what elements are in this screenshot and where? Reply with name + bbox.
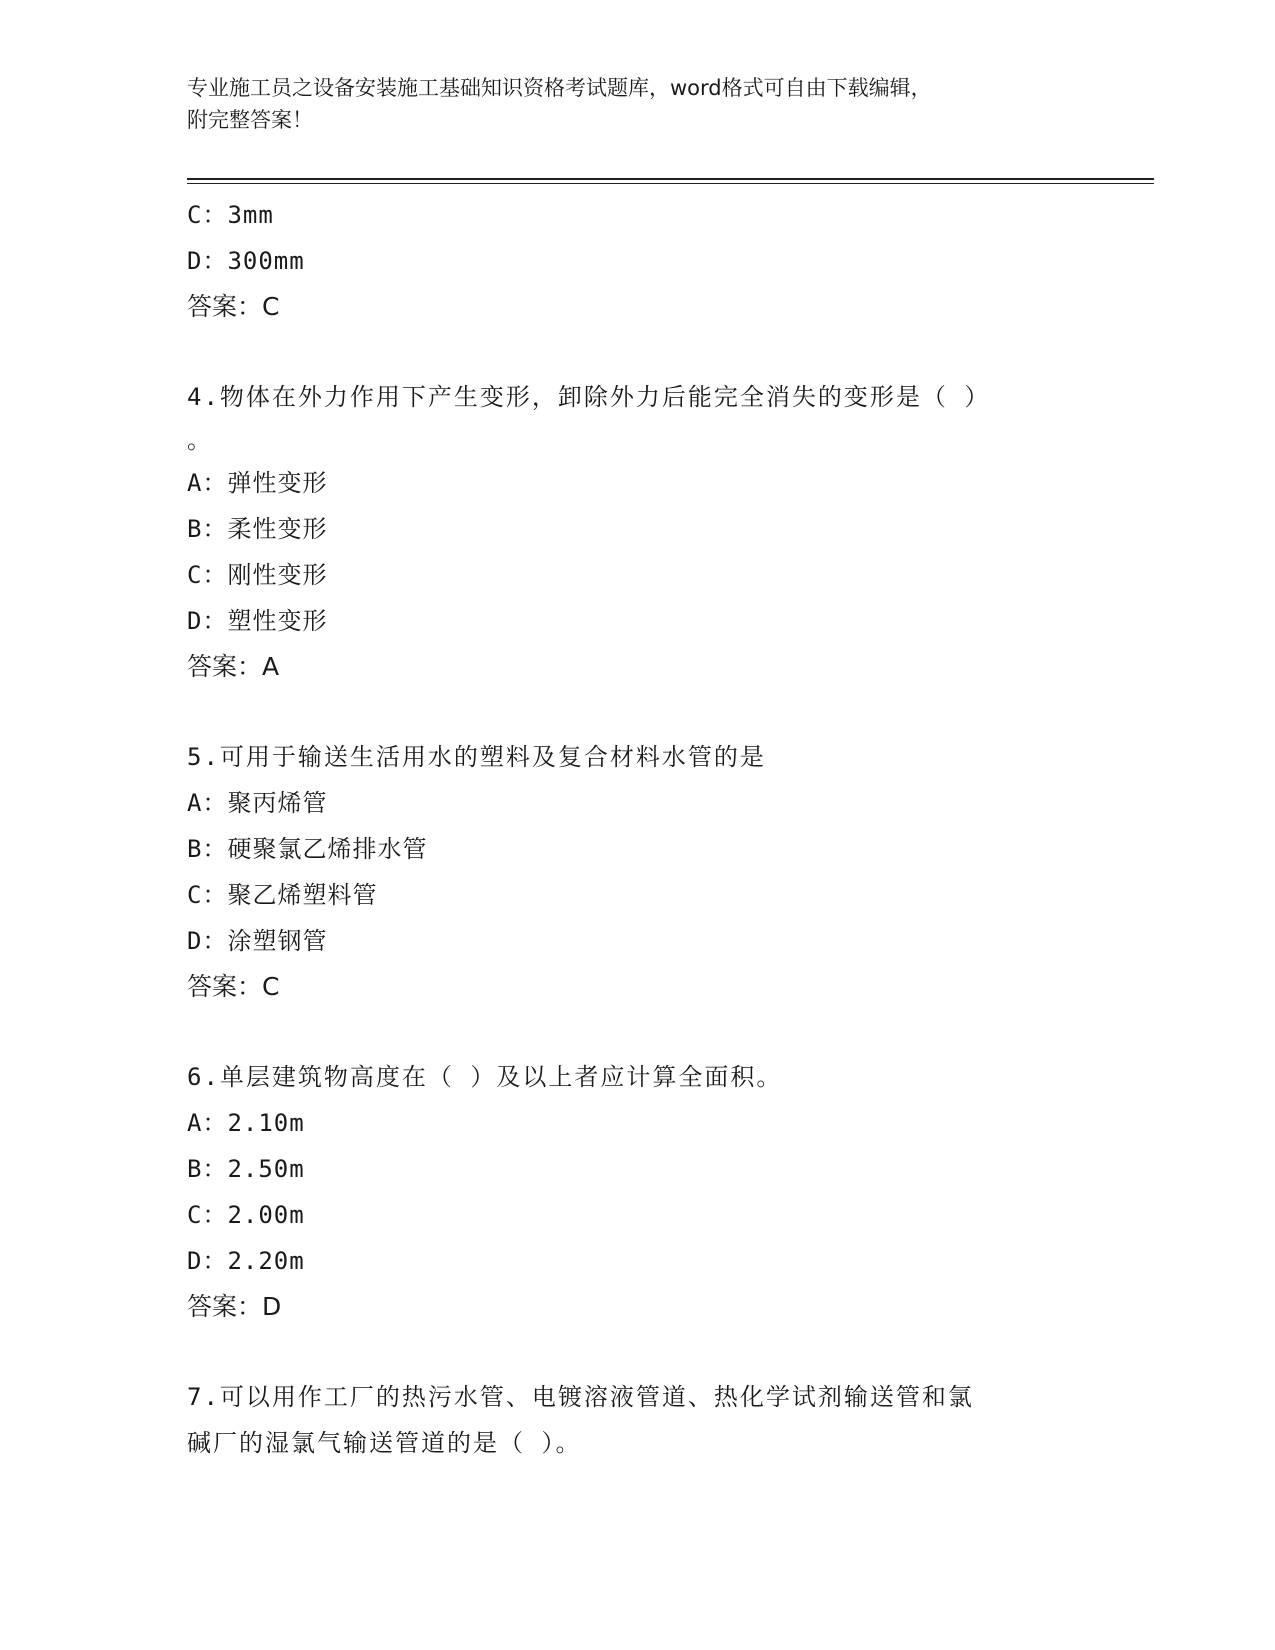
question-4 [187,374,1087,690]
question-stem: 6.单层建筑物高度在（ ）及以上者应计算全面积。 [187,1063,783,1091]
question-gap [187,1010,1087,1054]
question-gap [187,1330,1087,1374]
question-stem-continuation: 碱厂的湿氯气输送管道的是（ ）。 [187,1429,582,1457]
answer-line: 答案：C [187,972,280,1001]
option-c [187,192,1087,238]
header-line-2: 附完整答案！ [187,108,313,132]
option-text: 弹性变形 [227,469,328,497]
question-5 [187,734,1087,1010]
option-key: C： [187,1201,228,1229]
option-text: 2.10m [227,1109,305,1137]
option-c [187,1192,1087,1238]
question-stem: 5.可用于输送生活用水的塑料及复合材料水管的是 [187,743,766,771]
question-gap [187,690,1087,734]
question-stem: 4.物体在外力作用下产生变形，卸除外力后能完全消失的变形是（ ） [187,383,991,411]
option-text: 2.20m [227,1247,305,1275]
option-b [187,506,1087,552]
option-key: A： [187,789,228,817]
option-b [187,826,1087,872]
option-text: 涂塑钢管 [227,927,328,955]
option-d [187,238,1087,284]
option-text: 刚性变形 [227,561,328,589]
option-c [187,552,1087,598]
document-header [187,72,1077,136]
option-a [187,460,1087,506]
option-text: 聚乙烯塑料管 [227,881,378,909]
header-divider-thin [187,183,1154,184]
option-b [187,1146,1087,1192]
question-7 [187,1374,1087,1466]
option-key: C： [187,201,228,229]
option-d [187,1238,1087,1284]
answer-line: 答案：C [187,292,280,321]
option-key: B： [187,1155,228,1183]
option-key: D： [187,247,228,275]
option-key: C： [187,881,228,909]
option-d [187,598,1087,644]
option-text: 聚丙烯管 [227,789,328,817]
option-key: D： [187,1247,228,1275]
option-text: 柔性变形 [227,515,328,543]
option-key: C： [187,561,228,589]
answer-line: 答案：D [187,1292,282,1321]
option-text: 2.50m [227,1155,305,1183]
question-gap [187,330,1087,374]
option-text: 硬聚氯乙烯排水管 [227,835,428,863]
question-stem: 7.可以用作工厂的热污水管、电镀溶液管道、热化学试剂输送管和氯 [187,1383,974,1411]
option-key: D： [187,927,228,955]
option-key: B： [187,515,228,543]
option-key: A： [187,1109,228,1137]
option-a [187,1100,1087,1146]
option-text: 2.00m [227,1201,305,1229]
question-list [187,192,1087,1466]
header-line-1: 专业施工员之设备安装施工基础知识资格考试题库，word格式可自由下载编辑， [187,76,932,100]
option-a [187,780,1087,826]
option-c [187,872,1087,918]
question-stem-continuation: 。 [187,426,213,454]
option-key: D： [187,607,228,635]
answer-line: 答案：A [187,652,280,681]
option-key: A： [187,469,228,497]
question-6 [187,1054,1087,1330]
option-text: 300mm [227,247,305,275]
header-divider-thick [187,178,1154,180]
option-d [187,918,1087,964]
option-key: B： [187,835,228,863]
option-text: 塑性变形 [227,607,328,635]
question-3 [187,192,1087,330]
option-text: 3mm [227,201,274,229]
